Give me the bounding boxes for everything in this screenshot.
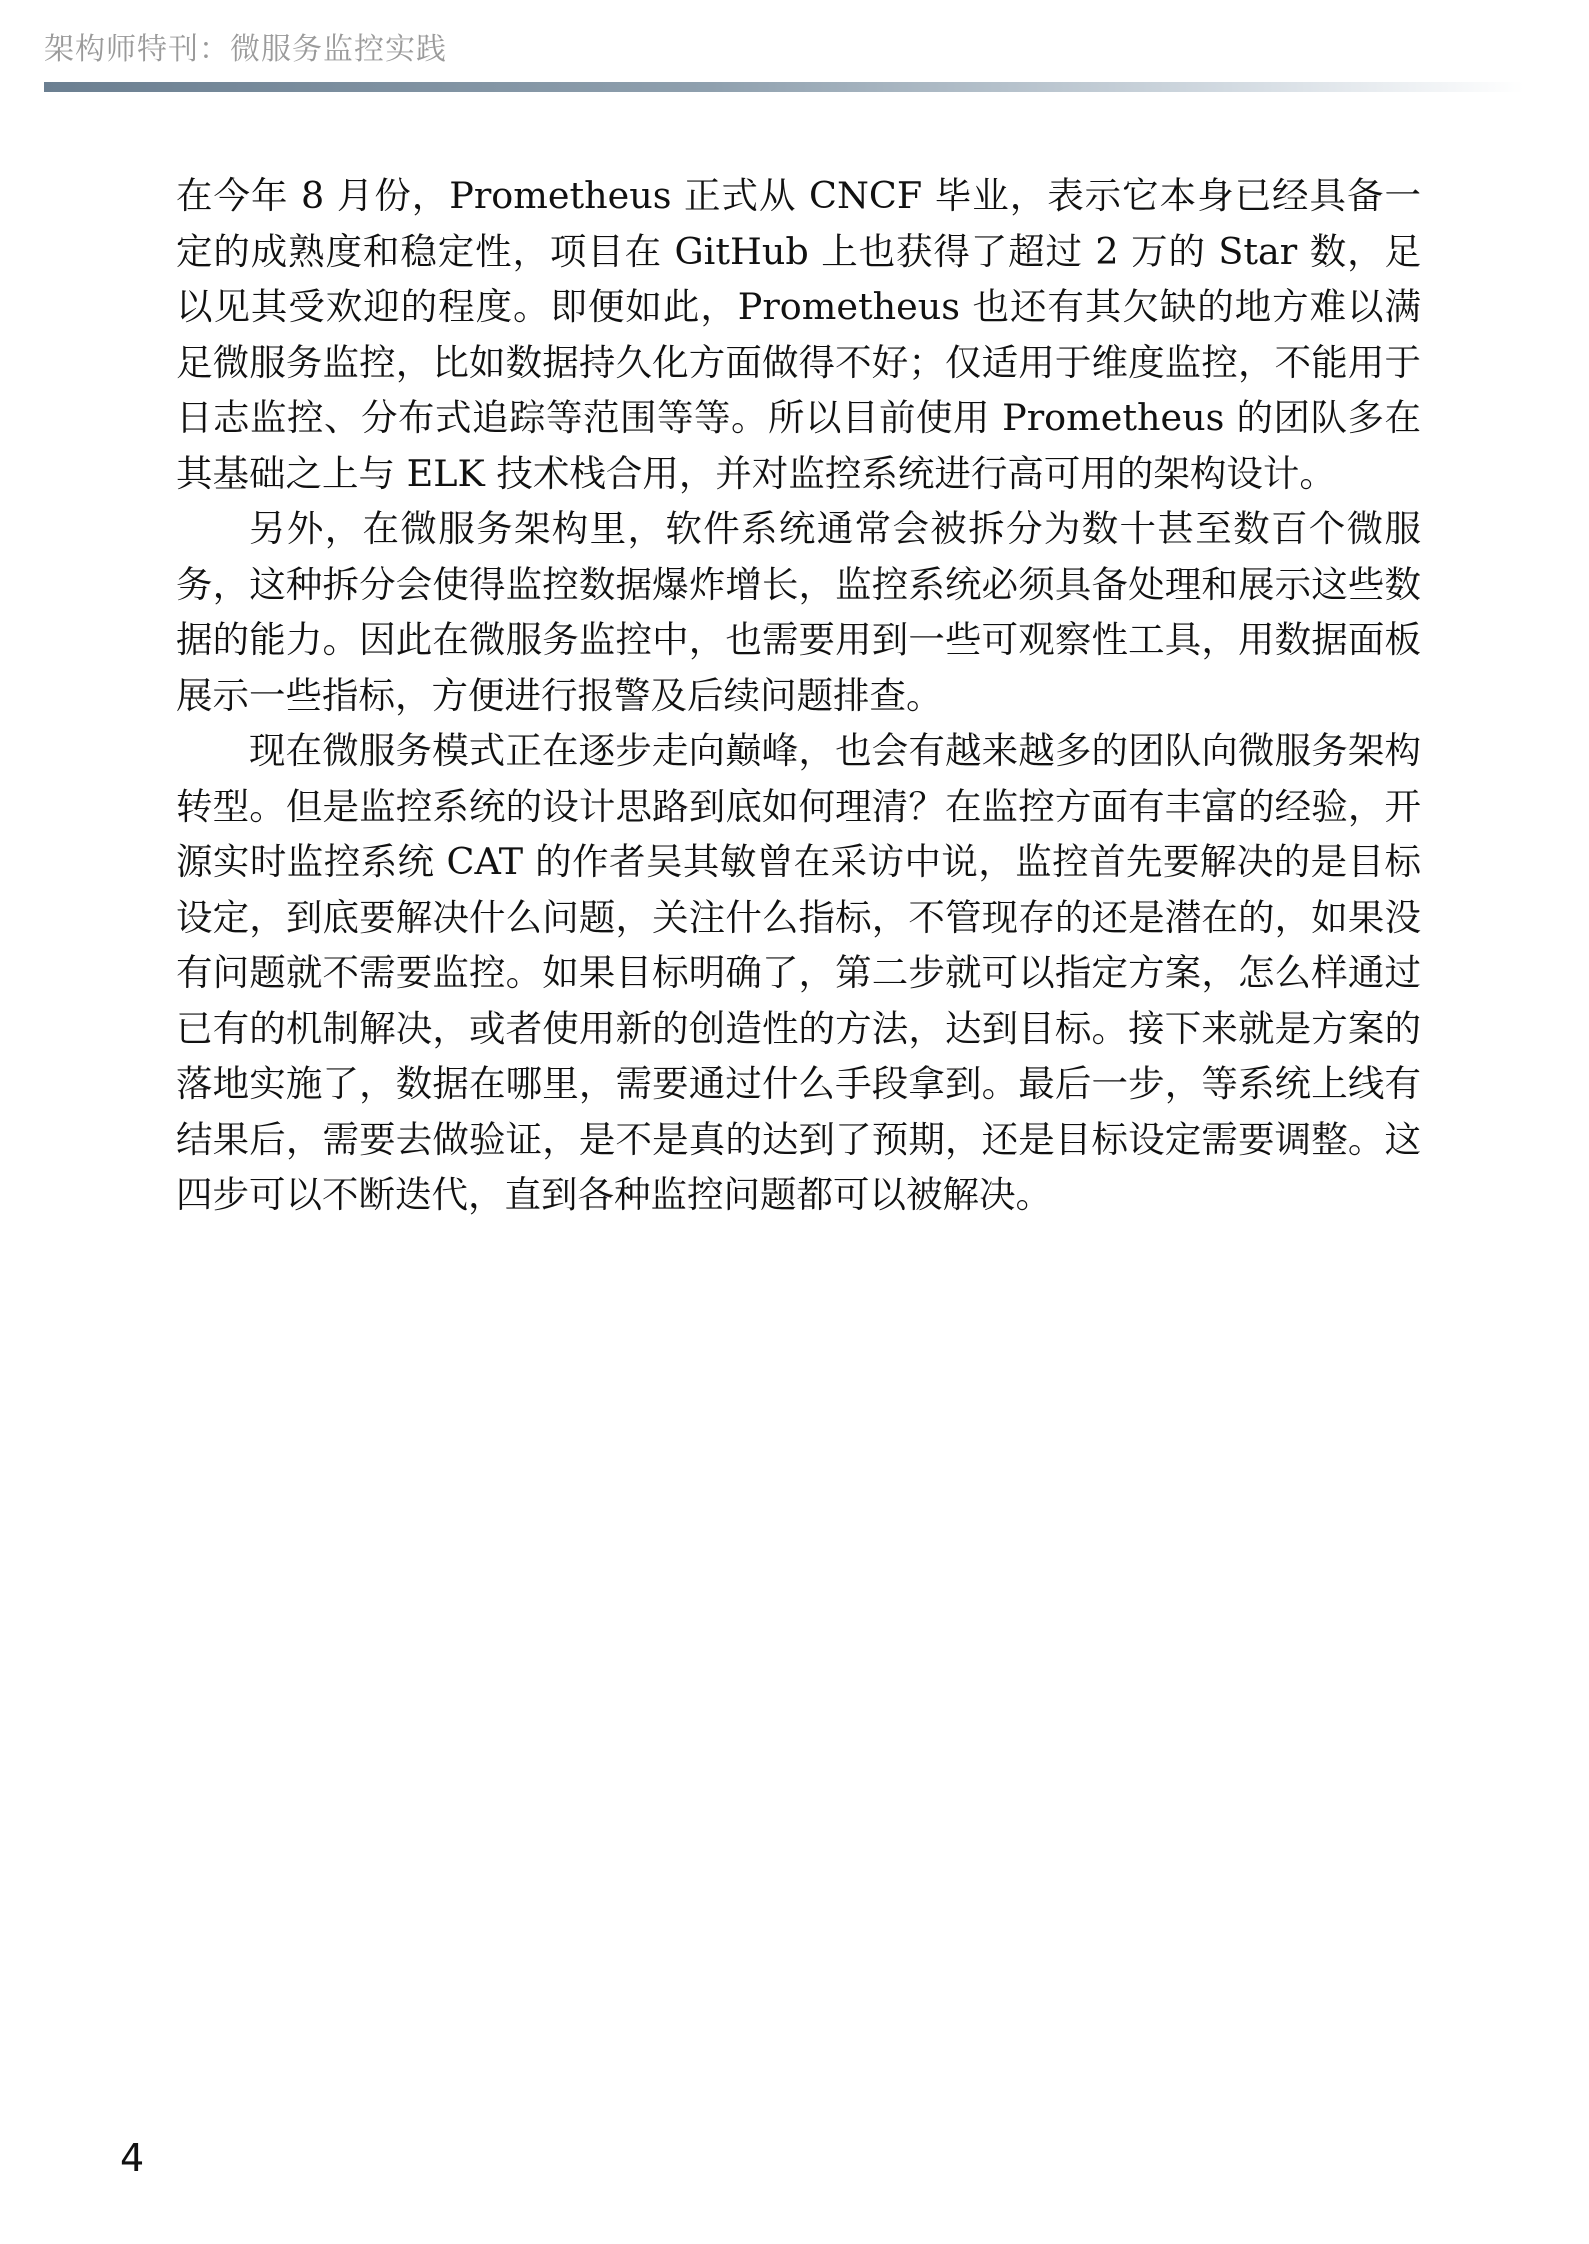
header-rule [44,82,1524,92]
paragraph-3: 现在微服务模式正在逐步走向巅峰，也会有越来越多的团队向微服务架构转型。但是监控系统的设计思路到底如何理清？在监控方面有丰富的经验，开源实时监控系统 CAT 的作者吴其敏曾在采访中说，监控首先要解决的是目标设定，到底要解决什么问题，关注什么指标，不管现存的还是潜在的，如果没有问题就不需要监控。如果目标明确了，第二步就可以指定方案，怎么样通过已有的机制解决，或者使用新的创造性的方法，达到目标。接下来就是方案的落地实施了，数据在哪里，需要通过什么手段拿到。最后一步，等系统上线有结果后，需要去做验证，是不是真的达到了预期，还是目标设定需要调整。这四步可以不断迭代，直到各种监控问题都可以被解决。 [176,729,1421,1216]
paragraph-2: 另外，在微服务架构里，软件系统通常会被拆分为数十甚至数百个微服务，这种拆分会使得监控数据爆炸增长，监控系统必须具备处理和展示这些数据的能力。因此在微服务监控中，也需要用到一些可观察性工具，用数据面板展示一些指标，方便进行报警及后续问题排查。 [176,507,1421,717]
page-number: 4 [120,2136,145,2180]
header-title: 架构师特刊：微服务监控实践 [44,32,447,67]
paragraph-1: 在今年 8 月份，Prometheus 正式从 CNCF 毕业，表示它本身已经具备一定的成熟度和稳定性，项目在 GitHub 上也获得了超过 2 万的 Star 数，足以见其受欢迎的程度。即便如此，Prometheus 也还有其欠缺的地方难以满足微服务监控，比如数据持久化方面做得不好；仅适用于维度监控，不能用于日志监控、分布式追踪等范围等等。所以目前使用 Prometheus 的团队多在其基础之上与 ELK 技术栈合用，并对监控系统进行高可用的架构设计。 [176,174,1421,495]
article-body [176,168,1421,1223]
page-header [44,28,1524,92]
